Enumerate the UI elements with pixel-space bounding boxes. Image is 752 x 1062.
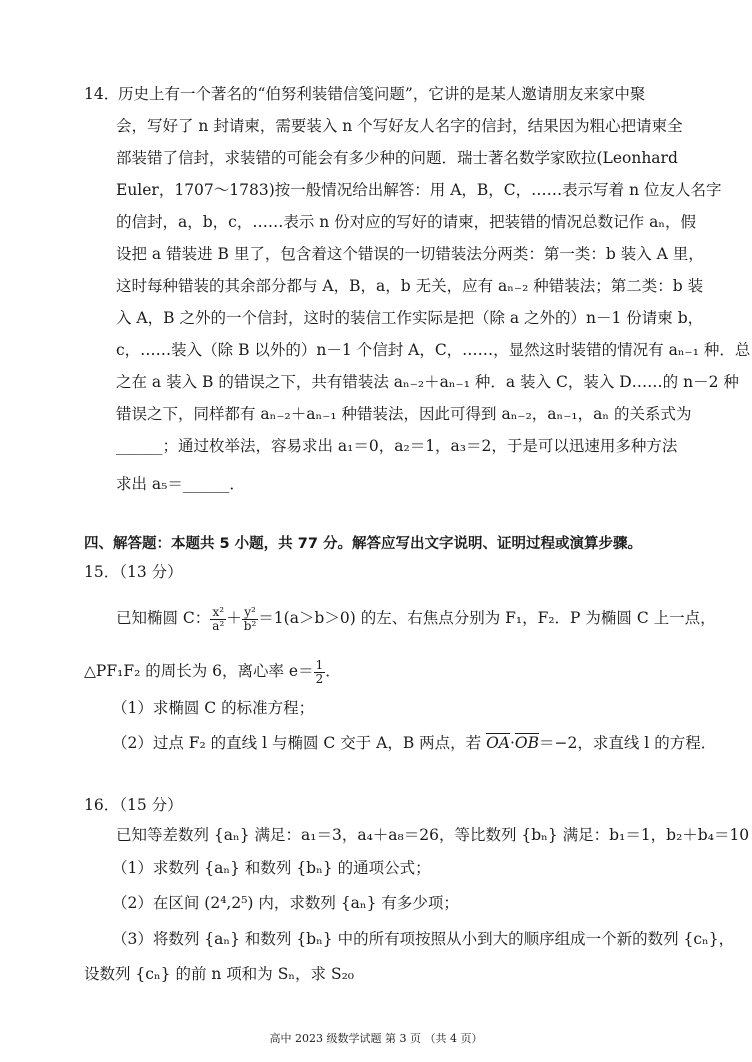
- vector-oa: $\overline{OA}$: [486, 734, 510, 752]
- exam-page: 14． 历史上有一个著名的“伯努利装错信笺问题”，它讲的是某人邀请朋友来家中聚 会，写好了 n 封请柬，需要装入 n 个写好友人名字的信封，结果因为粗心把请柬全 部装错了信封，求装错的可能会有多少种的问题．瑞士著名数学家欧拉(Leonhard Euler，1707～1783)按一般情况给出解答：用 A，B，C，……表示写着 n 位友人名字 的信封，a，b，c，……表示 n 份对应的写好的请柬，把装错的情况总数记作 aₙ，假 设把 a 错装进 B 里了，包含着这个错误的一切错装法分两类：第一类：b 装入 A 里， 这时每种错装的其余部分都与 A，B，a，b 无关，应有 aₙ₋₂ 种错装法；第二类：b 装 入 A，B 之外的一个信封，这时的装信工作实际是把（除 a 之外的）n－1 份请柬 b， c，……装入（除 B 以外的）n－1 个信封 A，C，……，显然这时装错的情况有 aₙ₋₁ 种．总 之在 a 装入 B 的错误之下，共有错装法 aₙ₋₂＋aₙ₋₁ 种．a 装入 C，装入 D……的 n－2 种 错误之下，同样都有 aₙ₋₂＋aₙ₋₁ 种错装法，因此可得到 aₙ₋₂，aₙ₋₁，aₙ 的关系式为 ______；通过枚举法，容易求出 a₁＝0，a₂＝1，a₃＝2，于是可以迅速用多种方法 求出 a₅＝______． 四、解答题：本题共 5 小题，共 77 分。解答应写出文字说明、证明过程或演算步骤。 15．（13 分） 已知椭圆 C： $\frac{\text{x²}}{\text{a²}}$ ＋ $\frac{\text{y²}}{\text{b²}}$ ＝1(a＞b＞0) 的左、右焦点分别为 F₁，F₂．P 为椭圆 C 上一点， △PF₁F₂ 的周长为 6，离心率 e＝ $\frac{1}{2}$ ． （1）求椭圆 C 的标准方程； （2）过点 F₂ 的直线 l 与椭圆 C 交于 A，B 两点，若 $\overline{OA}\cdot\overline{OB}=-2$，求直线 l 的方程． 16．（15 分） 已知等差数列 {aₙ} 满足：a₁＝3，a₄＋a₈＝26，等比数列 {bₙ} 满足：b₁＝1，b₂＋b₄＝10 （1）求数列 {aₙ} 和数列 {bₙ} 的通项公式； （2）在区间 (2⁴,2⁵) 内，求数列 {aₙ} 有多少项； （3）将数列 {aₙ} 和数列 {bₙ} 中的所有项按照从小到大的顺序组成一个新的数列 {cₙ}， 设数列 {cₙ} 的前 n 项和为 Sₙ，求 S₂₀ 高中 2023 级数学试题 第 3 页 （共 4 页）: [0, 0, 752, 1062]
- fraction-y2-b2: $\frac{\text{y²}}{\text{b²}}$: [243, 604, 257, 633]
- fraction-x2-a2: $\frac{\text{x²}}{\text{a²}}$: [212, 604, 225, 633]
- q14-number: 14．: [84, 85, 120, 103]
- vector-ob: $\overline{OB}$: [514, 734, 540, 752]
- page-footer: 高中 2023 级数学试题 第 3 页 （共 4 页）: [269, 1032, 483, 1045]
- fraction-one-half: $\frac{1}{2}$: [315, 657, 324, 686]
